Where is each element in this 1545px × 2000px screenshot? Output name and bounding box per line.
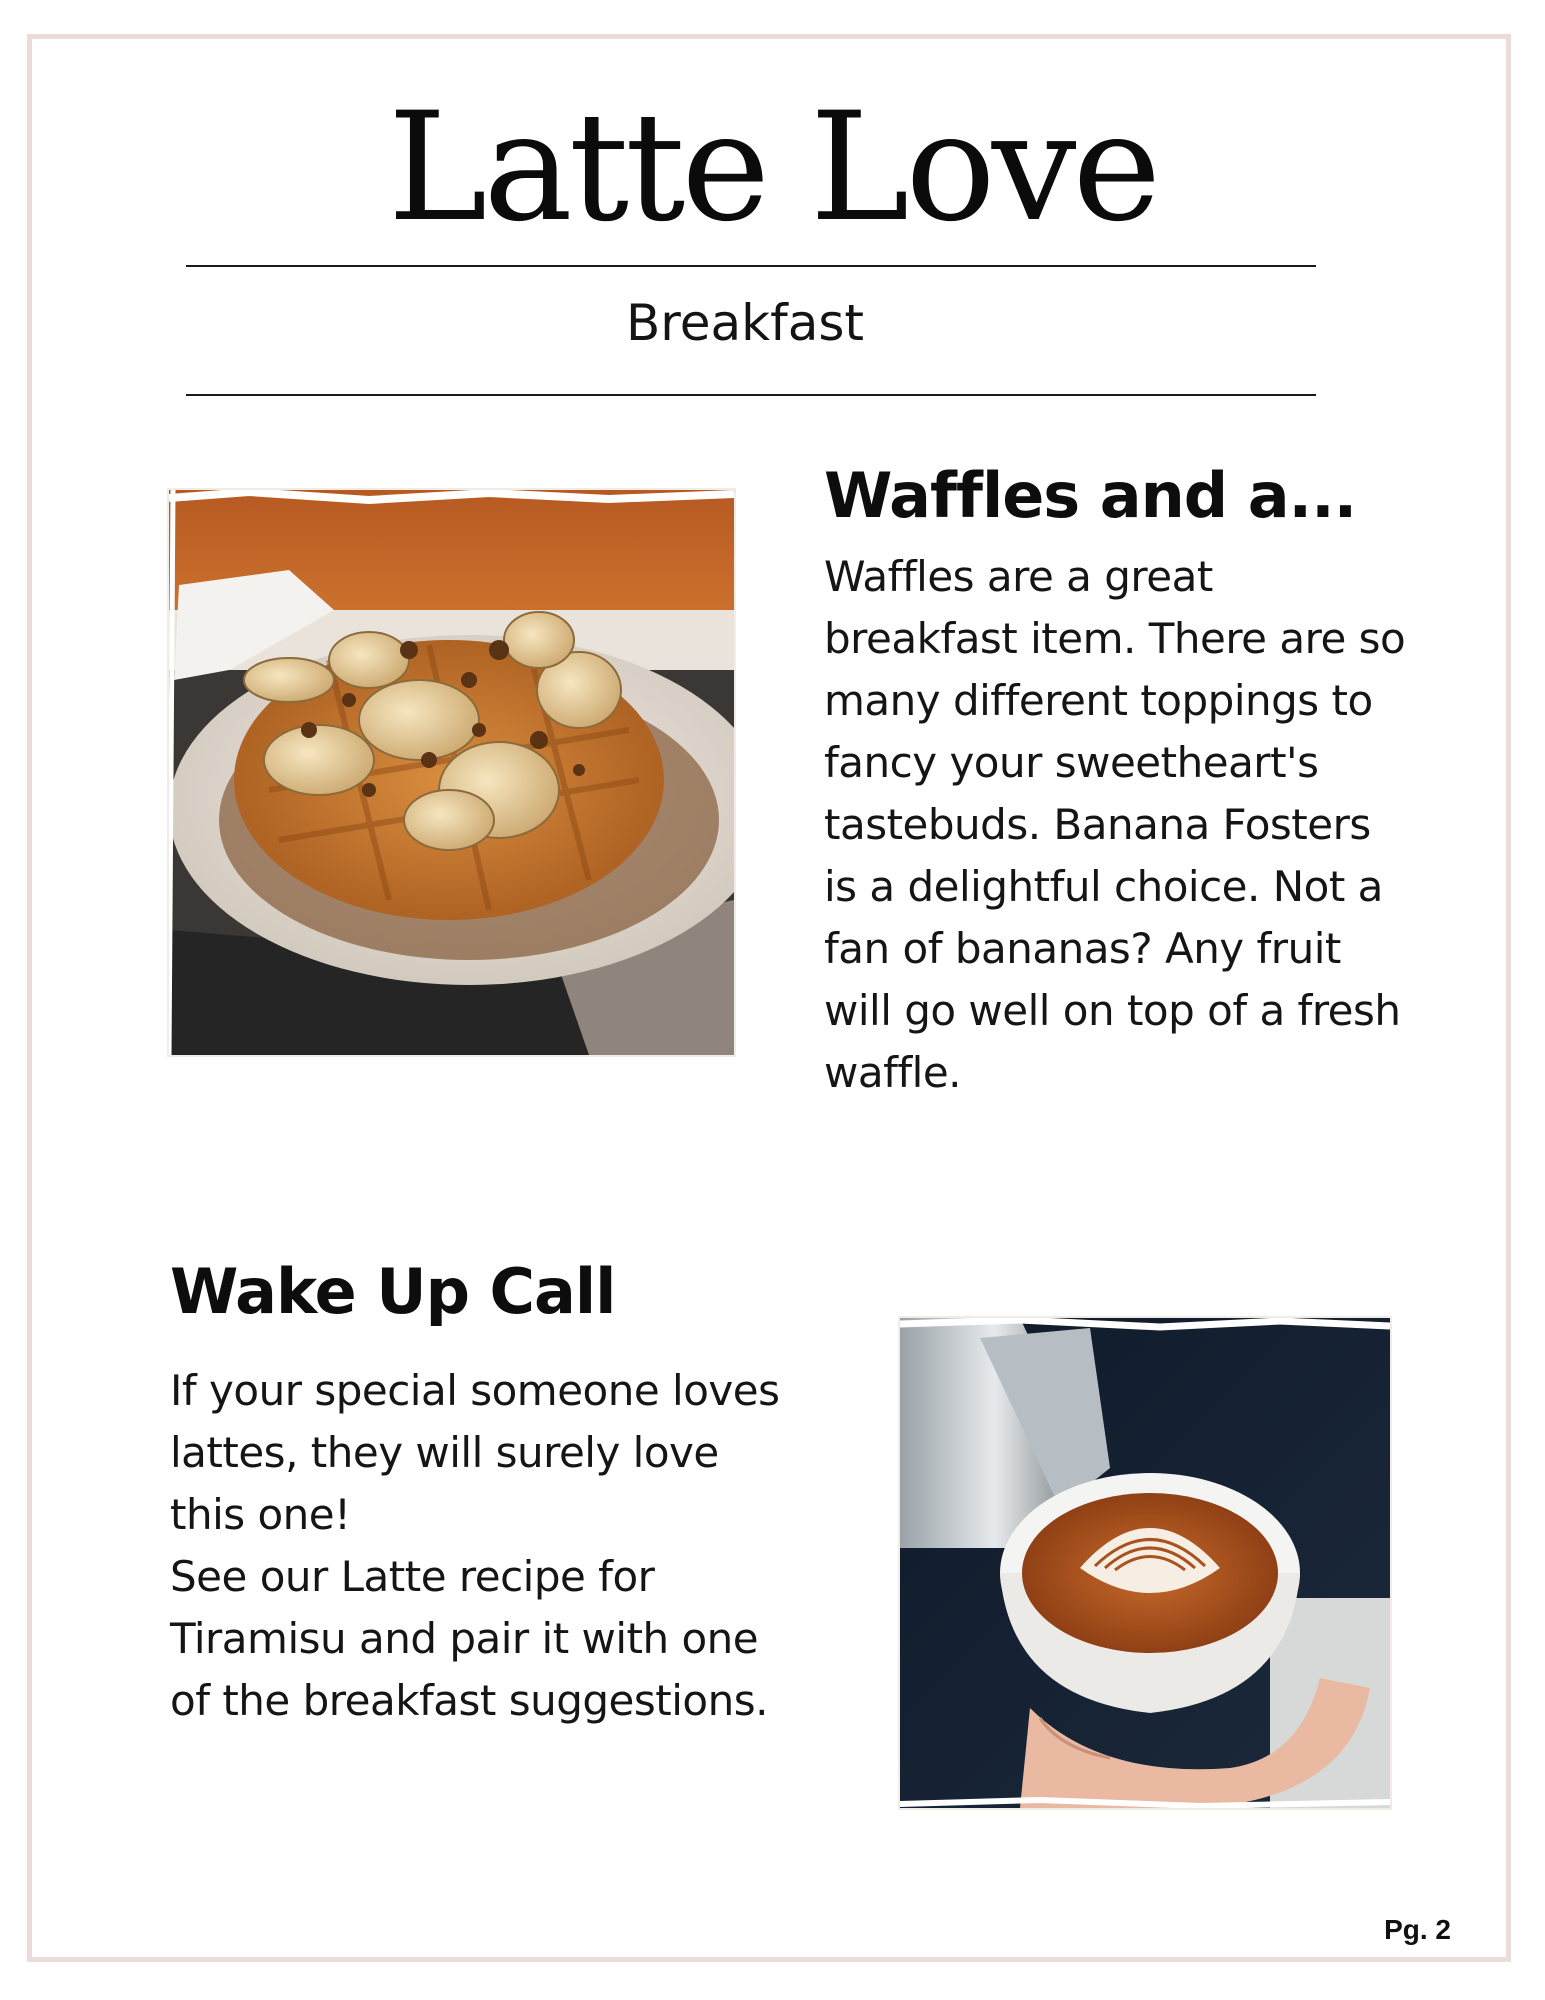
section-subtitle: Breakfast	[625, 294, 864, 352]
latte-photo	[900, 1318, 1390, 1808]
page-number: Pg. 2	[1384, 1914, 1451, 1945]
page-title: Latte Love	[387, 81, 1158, 255]
waffles-body: Waffles are a great breakfast item. There are so many different toppings to fancy your sweetheart's tastebuds. Banana Fosters is a delightful choice. Not a fan of bananas? Any fruit will go well on top of a fresh waffle.	[824, 552, 1406, 1097]
wake-up-heading: Wake Up Call	[170, 1255, 616, 1328]
wake-up-body: If your special someone loves lattes, they will surely love this one! See our Latte recipe for Tiramisu and pair it with one of the breakfast suggestions.	[170, 1366, 780, 1725]
title-divider-bottom	[186, 394, 1316, 396]
waffle-photo	[169, 490, 734, 1055]
title-divider-top	[186, 265, 1316, 267]
waffles-heading: Waffles and a...	[824, 459, 1357, 532]
